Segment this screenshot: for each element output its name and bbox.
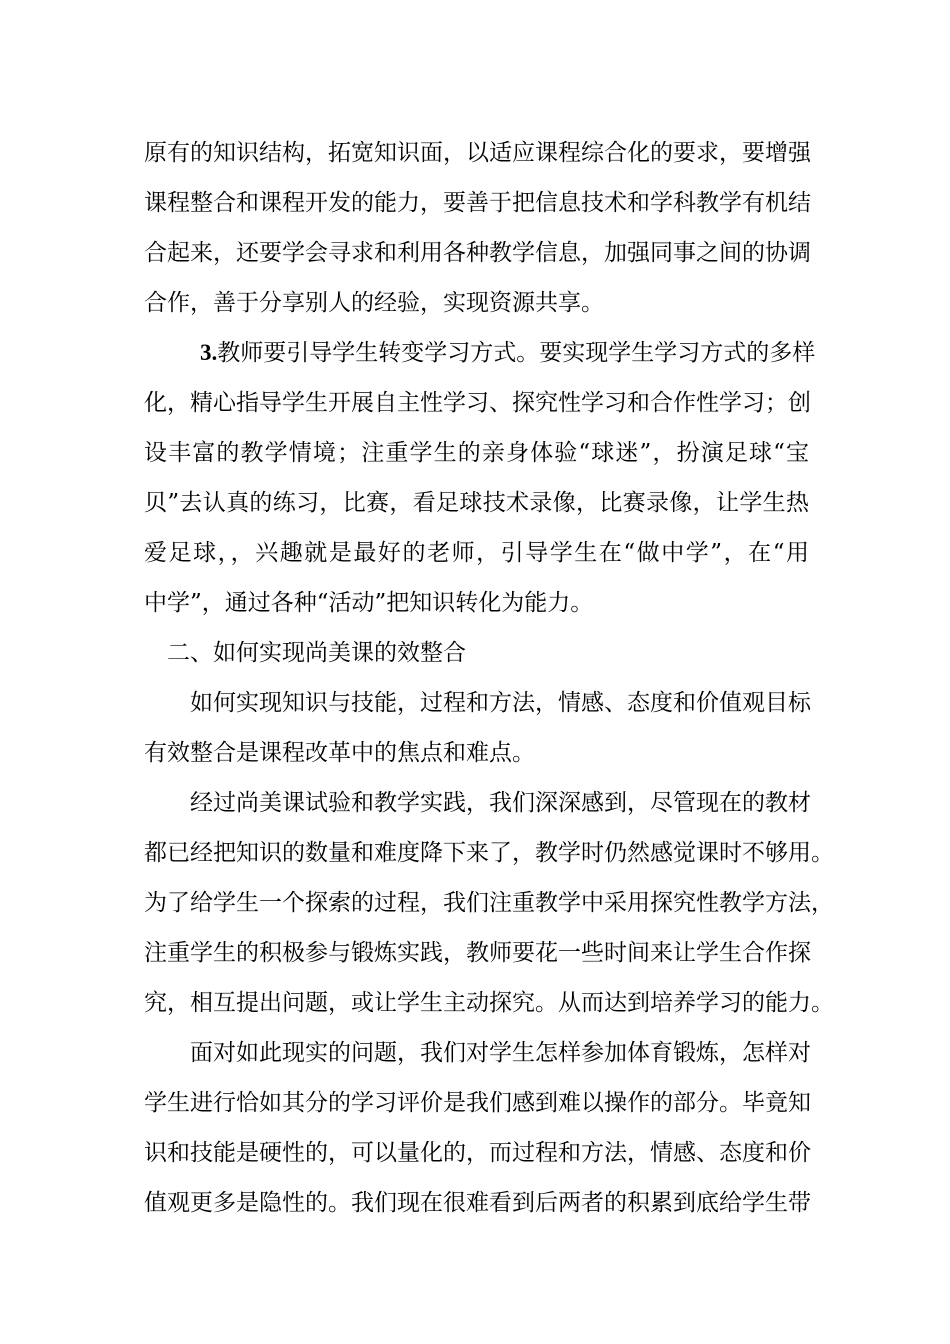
text-line: 学生进行恰如其分的学习评价是我们感到难以操作的部分。毕竟知 <box>144 1090 811 1116</box>
text-line: 设丰富的教学情境；注重学生的亲身体验“球迷”，扮演足球“宝 <box>144 440 809 466</box>
body-text <box>144 128 834 1228</box>
text-line: 贝”去认真的练习，比赛，看足球技术录像，比赛录像，让学生热 <box>144 490 809 516</box>
item-number: 3. <box>200 340 218 365</box>
text-line: 究，相互提出问题，或让学生主动探究。从而达到培养学习的能力。 <box>144 990 834 1016</box>
text-line: 合作，善于分享别人的经验，实现资源共享。 <box>144 290 604 316</box>
text-line: 课程整合和课程开发的能力，要善于把信息技术和学科教学有机结 <box>144 190 811 216</box>
section-heading: 二、如何实现尚美课的效整合 <box>167 640 466 666</box>
text-line: 值观更多是隐性的。我们现在很难看到后两者的积累到底给学生带 <box>144 1190 811 1216</box>
text-line: 有效整合是课程改革中的焦点和难点。 <box>144 740 535 766</box>
text-line: 爱足球，，兴趣就是最好的老师，引导学生在“做中学”，在“用 <box>144 540 809 566</box>
text-line: 注重学生的积极参与锻炼实践，教师要花一些时间来让学生合作探 <box>144 940 811 966</box>
text-line: 原有的知识结构，拓宽知识面，以适应课程综合化的要求，要增强 <box>144 140 811 166</box>
text-line: 化，精心指导学生开展自主性学习、探究性学习和合作性学习；创 <box>144 390 811 416</box>
text-line: 面对如此现实的问题，我们对学生怎样参加体育锻炼，怎样对 <box>190 1040 811 1066</box>
item-text: 教师要引导学生转变学习方式。要实现学生学习方式的多样 <box>217 340 816 366</box>
text-line: 都已经把知识的数量和难度降下来了，教学时仍然感觉课时不够用。 <box>144 840 834 866</box>
text-line: 经过尚美课试验和教学实践，我们深深感到，尽管现在的教材 <box>190 790 811 816</box>
text-line: 如何实现知识与技能，过程和方法，情感、态度和价值观目标 <box>190 690 811 716</box>
text-line: 中学”，通过各种“活动”把知识转化为能力。 <box>144 590 594 616</box>
text-line: 合起来，还要学会寻求和利用各种教学信息，加强同事之间的协调 <box>144 240 811 266</box>
text-line: 为了给学生一个探索的过程，我们注重教学中采用探究性教学方法， <box>144 890 834 916</box>
text-line: 识和技能是硬性的，可以量化的，而过程和方法，情感、态度和价 <box>144 1140 811 1166</box>
numbered-item-line <box>144 328 816 378</box>
